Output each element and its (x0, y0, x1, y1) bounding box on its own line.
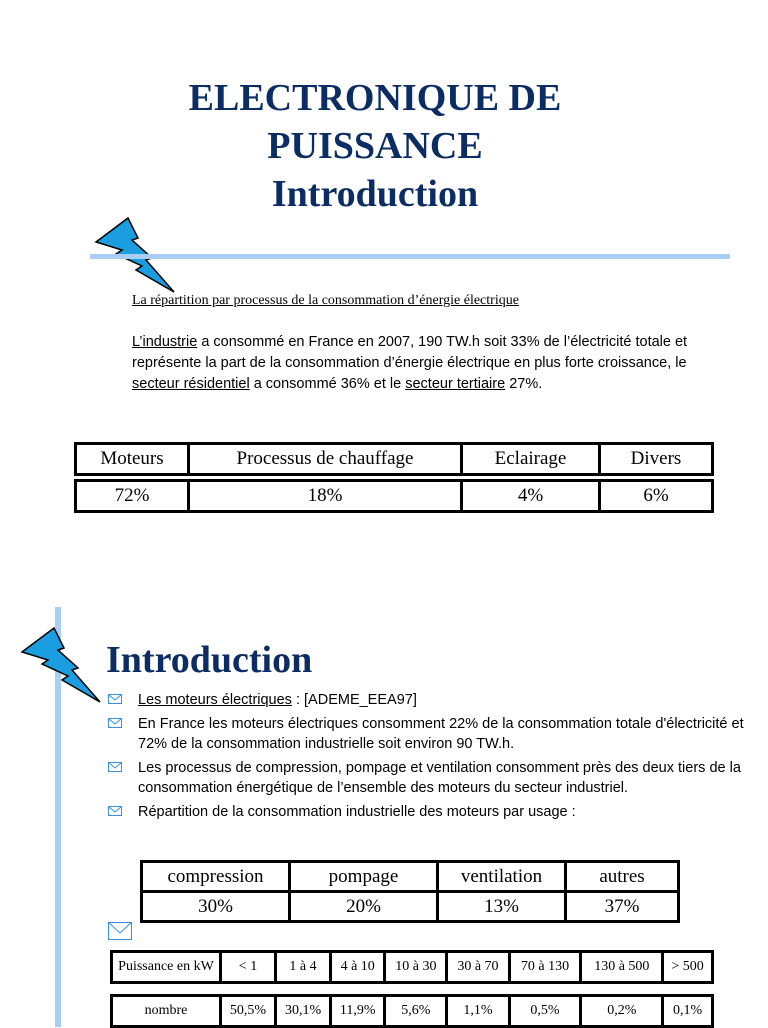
table-cell: Moteurs (76, 444, 189, 475)
divider-rule (90, 254, 730, 259)
table-cell: 130 à 500 (581, 952, 663, 983)
envelope-bullet-icon (108, 806, 122, 816)
table-cell: 1 à 4 (276, 952, 331, 983)
slide-title (0, 74, 750, 218)
table-cell: pompage (290, 862, 438, 892)
list-item: Les processus de compression, pompage et ventilation consomment près des deux tiers de la consommation énergétique de l’ensemble des moteurs du secteur industriel. (108, 758, 748, 798)
intro-paragraph: L’industrie a consommé en France en 2007, 190 TW.h soit 33% de l’électricité totale et représente la part de la consommation d’énergie électrique en plus forte croissance, le secteur résidentiel a consommé 36% et le secteur tertiaire 27%. (132, 334, 688, 392)
table-cell: 18% (189, 481, 462, 512)
table-cell: autres (566, 862, 679, 892)
residential-link[interactable]: secteur résidentiel (132, 376, 250, 392)
envelope-bullet-icon (108, 922, 132, 940)
table-cell: 30,1% (276, 996, 331, 1027)
table-header-row (142, 862, 679, 892)
table-cell: 6% (600, 481, 713, 512)
consumption-table (74, 442, 714, 513)
table-cell: 0,2% (581, 996, 663, 1027)
table-cell: 4% (462, 481, 600, 512)
industry-link[interactable]: L’industrie (132, 334, 198, 350)
table-cell: 13% (438, 892, 566, 922)
motors-link[interactable]: Les moteurs électriques (138, 692, 292, 708)
bullet-list (108, 690, 748, 826)
table-cell: 20% (290, 892, 438, 922)
table-cell: nombre (112, 996, 221, 1027)
list-item: Les moteurs électriques : [ADEME_EEA97] (108, 690, 748, 710)
table-cell: < 1 (221, 952, 276, 983)
table-cell: 10 à 30 (385, 952, 447, 983)
table-cell: 4 à 10 (331, 952, 385, 983)
title-line-2: PUISSANCE (267, 125, 483, 167)
list-item: En France les moteurs électriques consomment 22% de la consommation totale d'électricité et 72% de la consommation industrielle soit environ 90 TW.h. (108, 714, 748, 754)
table-cell: 5,6% (385, 996, 447, 1027)
table-cell: 37% (566, 892, 679, 922)
table-cell: 0,5% (509, 996, 581, 1027)
usage-table (140, 860, 680, 923)
table-cell: Processus de chauffage (189, 444, 462, 475)
table-cell: 50,5% (221, 996, 276, 1027)
table-cell: Divers (600, 444, 713, 475)
table-header-row (76, 444, 713, 475)
table-cell: ventilation (438, 862, 566, 892)
table-cell: 0,1% (663, 996, 713, 1027)
power-table (110, 950, 714, 1028)
table-cell: Eclairage (462, 444, 600, 475)
table-cell: 30% (142, 892, 290, 922)
envelope-bullet-icon (108, 694, 122, 704)
envelope-bullet-icon (108, 762, 122, 772)
slide-title: Introduction (106, 639, 313, 681)
table-row (142, 892, 679, 922)
table-cell: Puissance en kW (112, 952, 221, 983)
title-line-1: ELECTRONIQUE DE (188, 77, 562, 119)
table-cell: 1,1% (447, 996, 509, 1027)
table-header-row (112, 952, 713, 983)
section-heading: La répartition par processus de la consommation d’énergie électrique (132, 293, 519, 308)
table-row (112, 996, 713, 1027)
table-cell: 70 à 130 (509, 952, 581, 983)
title-line-3: Introduction (271, 173, 479, 215)
lightning-bolt-icon (18, 624, 104, 706)
table-cell: 72% (76, 481, 189, 512)
table-cell: 11,9% (331, 996, 385, 1027)
envelope-bullet-icon (108, 718, 122, 728)
table-cell: compression (142, 862, 290, 892)
table-cell: 30 à 70 (447, 952, 509, 983)
table-cell: > 500 (663, 952, 713, 983)
list-item: Répartition de la consommation industrielle des moteurs par usage : (108, 802, 748, 822)
tertiary-link[interactable]: secteur tertiaire (405, 376, 506, 392)
table-row (76, 481, 713, 512)
